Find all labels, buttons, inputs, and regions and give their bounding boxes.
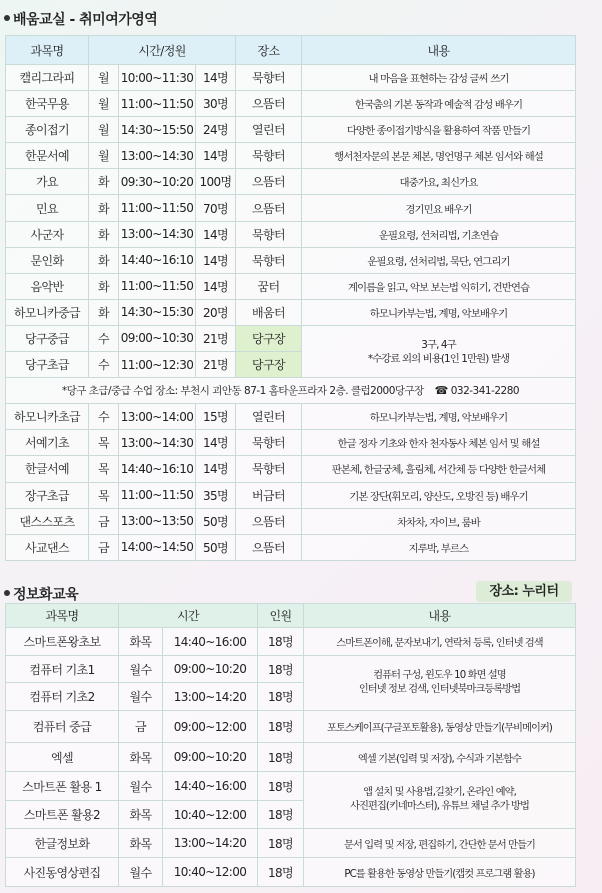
capacity-cell: 18명	[258, 711, 304, 743]
content-cell	[304, 656, 576, 711]
capacity-cell: 50명	[196, 508, 236, 534]
capacity-cell: 14명	[196, 273, 236, 299]
capacity-cell: 18명	[258, 743, 304, 772]
content-cell: 운필요령, 선처리법, 묵단, 연그리기	[302, 247, 576, 273]
table-row	[6, 772, 576, 801]
capacity-cell: 18명	[258, 656, 304, 683]
place-cell: 당구장	[236, 325, 302, 351]
section2-title	[4, 584, 78, 604]
time-cell: 10:40~12:00	[163, 801, 258, 829]
table-row	[6, 508, 576, 534]
time-cell: 13:00~14:20	[163, 829, 258, 858]
subject-cell: 컴퓨터 기초2	[6, 683, 119, 711]
day-cell: 금	[89, 534, 119, 560]
place-cell: 묵향터	[236, 430, 302, 456]
day-cell: 월수	[119, 656, 163, 683]
time-cell: 10:00~11:30	[119, 65, 196, 91]
content-cell: 대중가요, 최신가요	[302, 169, 576, 195]
table-row	[6, 534, 576, 560]
day-cell: 수	[89, 352, 119, 378]
subject-cell: 민요	[6, 195, 89, 221]
content-line: 3구, 4구	[421, 338, 456, 351]
table-row	[6, 656, 576, 683]
time-cell: 13:00~14:30	[119, 221, 196, 247]
content-line: 인터넷 정보 검색, 인터넷북마크등록방법	[358, 684, 521, 695]
capacity-cell: 50명	[196, 534, 236, 560]
capacity-cell: 21명	[196, 325, 236, 351]
header-subject: 과목명	[6, 604, 119, 628]
content-cell: 판본체, 한글궁체, 흘림체, 서간체 등 다양한 한글서체	[302, 456, 576, 482]
subject-cell: 엑셀	[6, 743, 119, 772]
table-row	[6, 65, 576, 91]
place-cell: 열린터	[236, 117, 302, 143]
content-cell	[304, 772, 576, 829]
section2-title-text: 정보화교육	[13, 587, 79, 603]
capacity-cell: 20명	[196, 299, 236, 325]
table-row	[6, 91, 576, 117]
content-cell: 포토스케이프(구글포토활용), 동영상 만들기(무비메이커)	[304, 711, 576, 743]
place-cell: 으뜸터	[236, 195, 302, 221]
day-cell: 목	[89, 482, 119, 508]
table-row	[6, 325, 576, 351]
time-cell: 13:00~14:30	[119, 430, 196, 456]
place-cell: 버금터	[236, 482, 302, 508]
day-cell: 화목	[119, 743, 163, 772]
subject-cell: 당구중급	[6, 325, 89, 351]
billiards-note-text: *당구 초급/중급 수업 장소: 부천시 괴안동 87-1 홈타운프라자 2층. 클럽2000당구장	[61, 385, 424, 398]
subject-cell: 하모니카초급	[6, 404, 89, 430]
place-badge: 장소: 누리터	[476, 581, 572, 602]
time-cell: 14:40~16:10	[119, 456, 196, 482]
content-cell: 한국춤의 기본 동작과 예술적 감성 배우기	[302, 91, 576, 117]
it-education-table	[5, 603, 576, 887]
day-cell: 월수	[119, 683, 163, 711]
day-cell: 월	[89, 65, 119, 91]
phone-icon: ☎	[434, 384, 448, 398]
time-cell: 14:40~16:10	[119, 247, 196, 273]
time-cell: 14:30~15:30	[119, 299, 196, 325]
time-cell: 09:00~10:30	[119, 325, 196, 351]
content-cell: 차차차, 자이브, 룸바	[302, 508, 576, 534]
capacity-cell: 14명	[196, 65, 236, 91]
table-row	[6, 273, 576, 299]
content-line: *수강료 외의 비용(1인 1만원) 발생	[367, 352, 510, 365]
time-cell: 11:00~11:50	[119, 91, 196, 117]
capacity-cell: 14명	[196, 143, 236, 169]
capacity-cell: 18명	[258, 829, 304, 858]
content-cell: 지루박, 부르스	[302, 534, 576, 560]
content-cell: 내 마음을 표현하는 감성 글씨 쓰기	[302, 65, 576, 91]
time-cell: 14:00~14:50	[119, 534, 196, 560]
header-time-capacity: 시간/정원	[89, 36, 236, 65]
content-cell: 다양한 종이접기방식을 활용하여 작품 만들기	[302, 117, 576, 143]
day-cell: 수	[89, 325, 119, 351]
content-line: 사진편집(키네마스터), 유튜브 채널 추가 방법	[350, 801, 529, 812]
day-cell: 화	[89, 195, 119, 221]
time-cell: 10:40~12:00	[163, 858, 258, 887]
place-cell: 당구장	[236, 352, 302, 378]
subject-cell: 사진동영상편집	[6, 858, 119, 887]
day-cell: 목	[89, 456, 119, 482]
section1-title-text: 배움교실 - 취미여가영역	[13, 12, 158, 28]
subject-cell: 한문서예	[6, 143, 89, 169]
content-cell: 한글 정자 기초와 한자 천자동사 체본 임서 및 해설	[302, 430, 576, 456]
time-cell: 13:00~14:00	[119, 404, 196, 430]
day-cell: 월수	[119, 858, 163, 887]
day-cell: 화	[89, 221, 119, 247]
table-row	[6, 117, 576, 143]
place-cell: 으뜸터	[236, 169, 302, 195]
capacity-cell: 18명	[258, 801, 304, 829]
capacity-cell: 15명	[196, 404, 236, 430]
subject-cell: 스마트폰왕초보	[6, 628, 119, 656]
content-line: 앱 설치 및 사용법,길찾기, 온라인 예약,	[363, 787, 516, 798]
header-place: 장소	[236, 36, 302, 65]
subject-cell: 사교댄스	[6, 534, 89, 560]
table-row	[6, 221, 576, 247]
table-row	[6, 456, 576, 482]
place-cell: 으뜸터	[236, 534, 302, 560]
section1-title	[4, 9, 157, 29]
content-cell	[302, 325, 576, 377]
bullet-icon	[4, 15, 10, 21]
table-header-row	[6, 36, 576, 65]
time-cell: 14:40~16:00	[163, 628, 258, 656]
time-cell: 11:00~11:50	[119, 195, 196, 221]
day-cell: 월	[89, 91, 119, 117]
table-row	[6, 430, 576, 456]
content-cell: 기본 장단(휘모리, 양산도, 오방진 등) 배우기	[302, 482, 576, 508]
capacity-cell: 18명	[258, 858, 304, 887]
time-cell: 09:30~10:20	[119, 169, 196, 195]
content-cell: 계이름을 읽고, 악보 보는법 익히기, 건반연습	[302, 273, 576, 299]
subject-cell: 사군자	[6, 221, 89, 247]
header-capacity: 인원	[258, 604, 304, 628]
content-cell: 하모니카부는법, 계명, 악보배우기	[302, 299, 576, 325]
header-content: 내용	[304, 604, 576, 628]
day-cell: 화목	[119, 829, 163, 858]
content-line: 컴퓨터 구성, 윈도우 10 화면 설명	[373, 670, 506, 681]
table-row	[6, 169, 576, 195]
table-row	[6, 404, 576, 430]
table-row	[6, 247, 576, 273]
time-cell: 13:00~14:20	[163, 683, 258, 711]
place-cell: 으뜸터	[236, 508, 302, 534]
table-header-row	[6, 604, 576, 628]
place-cell: 묵향터	[236, 143, 302, 169]
day-cell: 금	[89, 508, 119, 534]
day-cell: 화목	[119, 628, 163, 656]
time-cell: 09:00~12:00	[163, 711, 258, 743]
subject-cell: 스마트폰 활용 1	[6, 772, 119, 801]
place-cell: 묵향터	[236, 65, 302, 91]
place-cell: 열린터	[236, 404, 302, 430]
content-cell: PC를 활용한 동영상 만들기(캡컷 프로그램 활용)	[304, 858, 576, 887]
day-cell: 화목	[119, 801, 163, 829]
time-cell: 11:00~11:50	[119, 482, 196, 508]
day-cell: 월	[89, 143, 119, 169]
capacity-cell: 35명	[196, 482, 236, 508]
place-cell: 배움터	[236, 299, 302, 325]
capacity-cell: 24명	[196, 117, 236, 143]
capacity-cell: 70명	[196, 195, 236, 221]
subject-cell: 한글서예	[6, 456, 89, 482]
place-cell: 으뜸터	[236, 91, 302, 117]
subject-cell: 컴퓨터 중급	[6, 711, 119, 743]
capacity-cell: 100명	[196, 169, 236, 195]
day-cell: 목	[89, 430, 119, 456]
time-cell: 13:00~13:50	[119, 508, 196, 534]
content-cell: 운필요령, 선처리법, 기초연습	[302, 221, 576, 247]
table-row	[6, 858, 576, 887]
bullet-icon	[4, 590, 10, 596]
header-content: 내용	[302, 36, 576, 65]
time-cell: 13:00~14:30	[119, 143, 196, 169]
place-cell: 묵향터	[236, 221, 302, 247]
capacity-cell: 14명	[196, 456, 236, 482]
content-cell: 엑셀 기본(입력 및 저장), 수식과 기본함수	[304, 743, 576, 772]
place-cell: 꿈터	[236, 273, 302, 299]
table-row	[6, 711, 576, 743]
table-row	[6, 482, 576, 508]
subject-cell: 장구초급	[6, 482, 89, 508]
time-cell: 09:00~10:20	[163, 743, 258, 772]
table-row	[6, 743, 576, 772]
capacity-cell: 14명	[196, 247, 236, 273]
day-cell: 화	[89, 247, 119, 273]
day-cell: 월수	[119, 772, 163, 801]
day-cell: 수	[89, 404, 119, 430]
capacity-cell: 14명	[196, 430, 236, 456]
day-cell: 화	[89, 299, 119, 325]
subject-cell: 컴퓨터 기초1	[6, 656, 119, 683]
time-cell: 11:00~12:30	[119, 352, 196, 378]
table-row	[6, 628, 576, 656]
subject-cell: 당구초급	[6, 352, 89, 378]
capacity-cell: 18명	[258, 683, 304, 711]
time-cell: 14:30~15:50	[119, 117, 196, 143]
subject-cell: 문인화	[6, 247, 89, 273]
subject-cell: 한국무용	[6, 91, 89, 117]
note-row	[6, 378, 576, 404]
day-cell: 화	[89, 169, 119, 195]
table-row	[6, 829, 576, 858]
capacity-cell: 30명	[196, 91, 236, 117]
content-cell: 스마트폰이해, 문자보내기, 연락처 등록, 인터넷 검색	[304, 628, 576, 656]
day-cell: 화	[89, 273, 119, 299]
subject-cell: 음악반	[6, 273, 89, 299]
content-cell: 경기민요 배우기	[302, 195, 576, 221]
capacity-cell: 21명	[196, 352, 236, 378]
content-cell: 행서천자문의 본문 체본, 명언명구 체본 임서와 해설	[302, 143, 576, 169]
place-cell: 묵향터	[236, 247, 302, 273]
day-cell: 월	[89, 117, 119, 143]
table-row	[6, 299, 576, 325]
subject-cell: 종이접기	[6, 117, 89, 143]
time-cell: 14:40~16:00	[163, 772, 258, 801]
capacity-cell: 18명	[258, 772, 304, 801]
billiards-note	[6, 378, 576, 404]
billiards-phone: 032-341-2280	[450, 385, 520, 398]
content-cell: 하모니카부는법, 계명, 악보배우기	[302, 404, 576, 430]
hobby-class-table	[5, 35, 576, 561]
capacity-cell: 14명	[196, 221, 236, 247]
capacity-cell: 18명	[258, 628, 304, 656]
time-cell: 09:00~10:20	[163, 656, 258, 683]
day-cell: 금	[119, 711, 163, 743]
subject-cell: 하모니카중급	[6, 299, 89, 325]
subject-cell: 캘리그라피	[6, 65, 89, 91]
subject-cell: 한글정보화	[6, 829, 119, 858]
table-row	[6, 195, 576, 221]
header-time: 시간	[119, 604, 258, 628]
subject-cell: 댄스스포츠	[6, 508, 89, 534]
subject-cell: 서예기초	[6, 430, 89, 456]
content-cell: 문서 입력 및 저장, 편집하기, 간단한 문서 만들기	[304, 829, 576, 858]
subject-cell: 스마트폰 활용2	[6, 801, 119, 829]
table-row	[6, 143, 576, 169]
time-cell: 11:00~11:50	[119, 273, 196, 299]
header-subject: 과목명	[6, 36, 89, 65]
subject-cell: 가요	[6, 169, 89, 195]
place-cell: 묵향터	[236, 456, 302, 482]
